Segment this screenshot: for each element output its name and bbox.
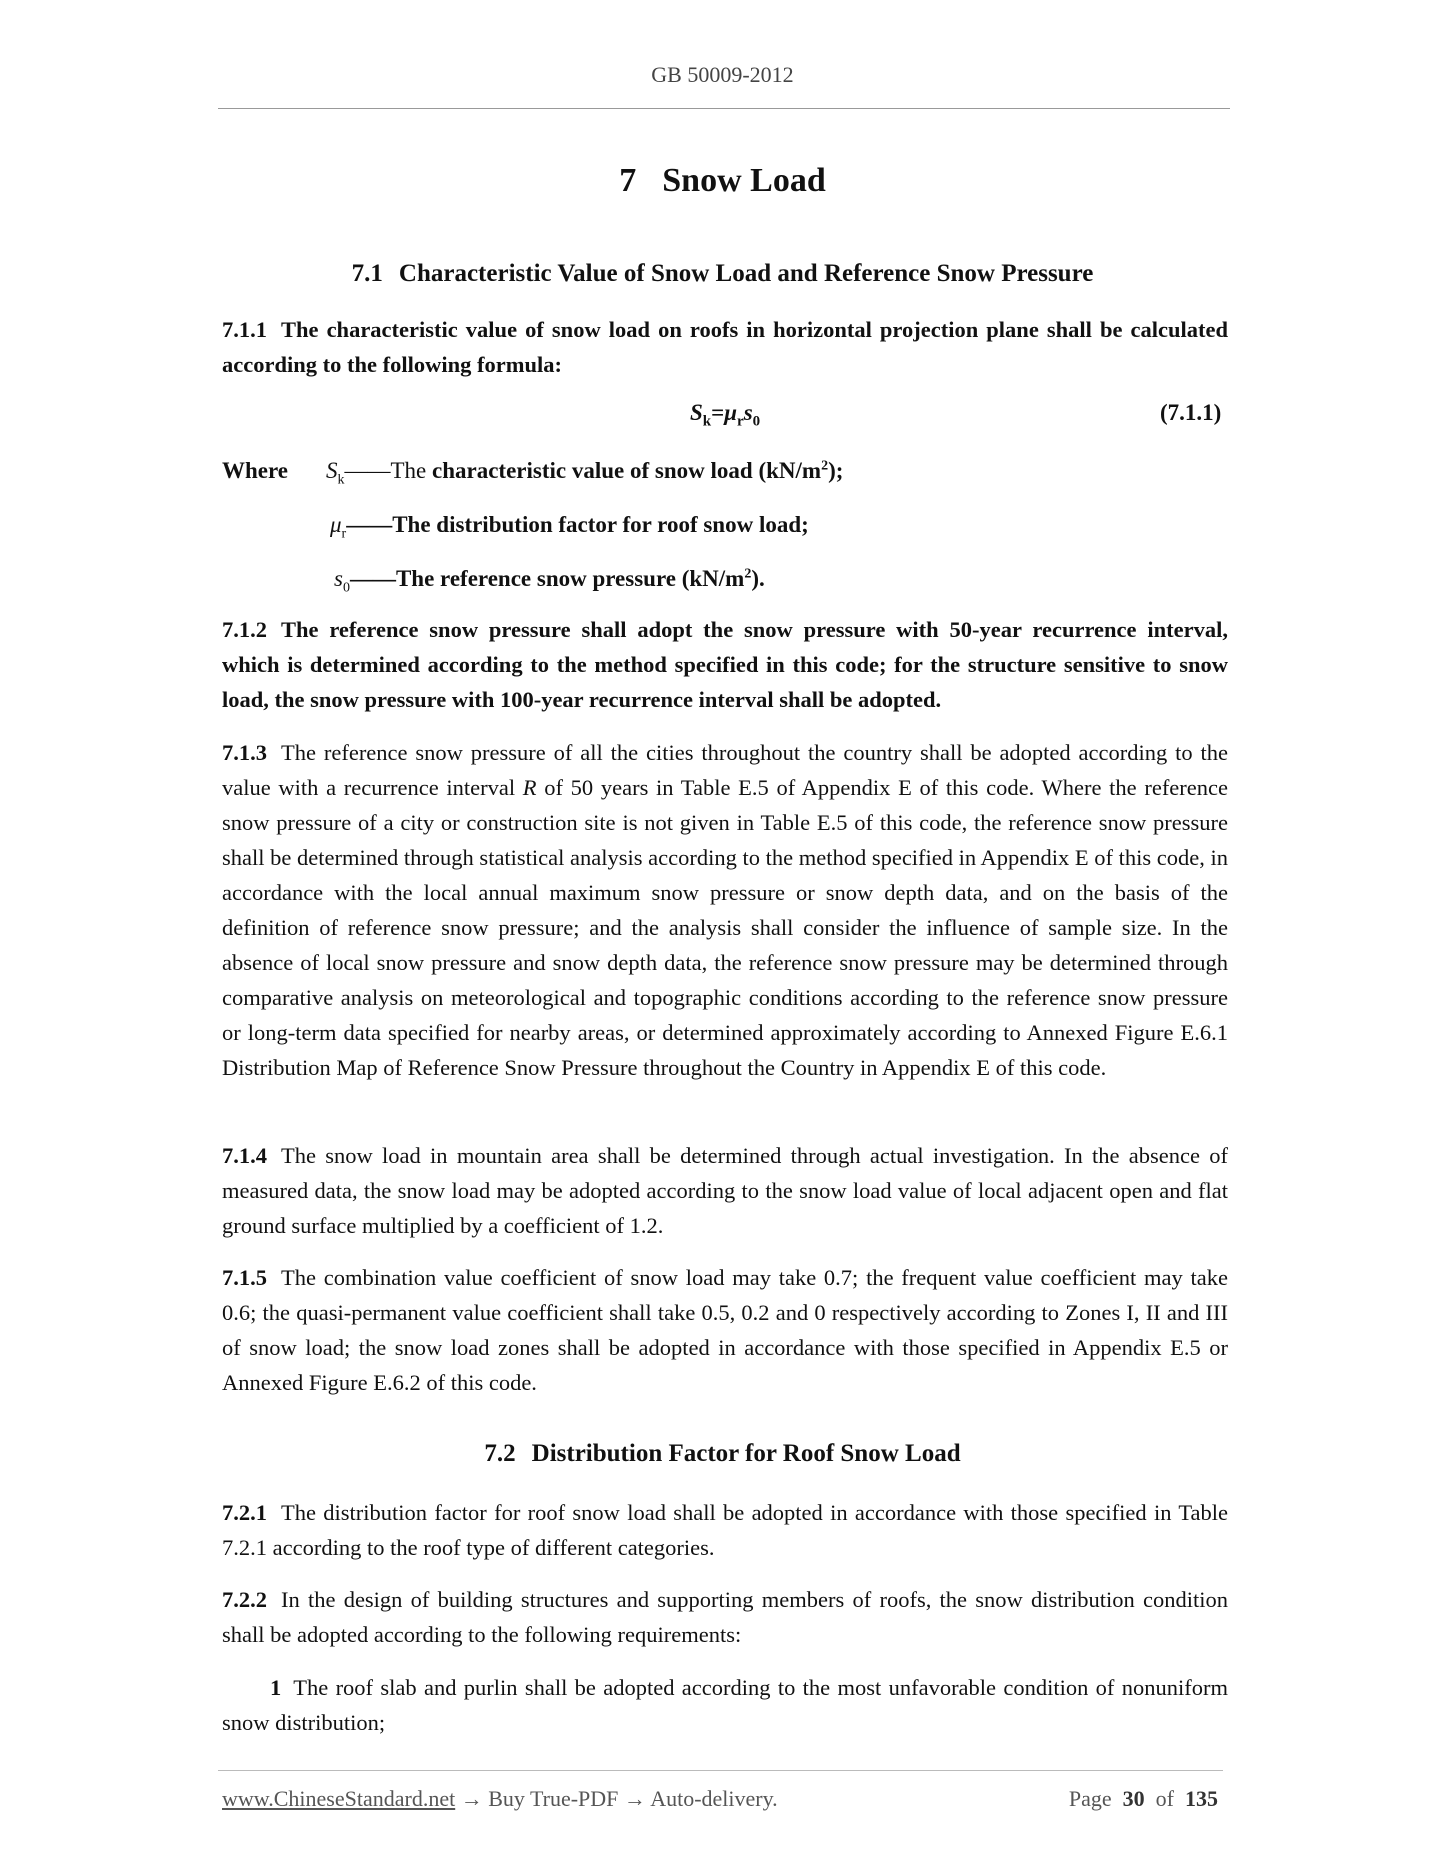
def-lead: The: [390, 458, 427, 483]
def-dash: ——: [346, 512, 393, 537]
clause-number: 7.1.5: [222, 1265, 267, 1290]
def-superscript: 2: [744, 566, 752, 582]
formula-symbol: S: [690, 400, 703, 425]
formula-number: (7.1.1): [1160, 400, 1222, 425]
clause-text: The reference snow pressure of all the cities throughout the country shall be adopted according to the value with a recurrence interval: [222, 740, 1228, 800]
clause-7-1-4: [222, 1138, 1228, 1243]
clause-text: The reference snow pressure shall adopt the snow pressure with 50-year recurrence interval, which is determined according to the method specified in this code; for the structure sensitive to snow load, the snow pressure with 100-year recurrence interval shall be adopted.: [222, 617, 1228, 712]
clause-number: 7.1.4: [222, 1143, 267, 1168]
def-text: The reference snow pressure (kN/m: [395, 566, 745, 591]
clause-7-1-1: [222, 312, 1228, 382]
formula-7-1-1: [690, 400, 760, 431]
formula-subscript: k: [702, 413, 712, 430]
def-symbol: μ: [330, 512, 342, 537]
definition-sk: [326, 458, 843, 489]
running-header: GB 50009-2012: [651, 62, 794, 87]
clause-7-2-1: [222, 1495, 1228, 1565]
page-of: of: [1155, 1786, 1174, 1811]
def-subscript: r: [341, 526, 347, 542]
section-number: 7.2: [484, 1440, 516, 1467]
def-tail: );: [828, 458, 844, 483]
site-link[interactable]: www.ChineseStandard.net: [222, 1786, 456, 1811]
def-subscript: 0: [342, 580, 350, 596]
chapter-number: 7: [619, 162, 637, 199]
footer-divider: [218, 1770, 1223, 1771]
page-total: 135: [1185, 1786, 1218, 1811]
definition-mur: [330, 512, 809, 543]
clause-text: In the design of building structures and supporting members of roofs, the snow distribution condition shall be adopted according to the following requirements:: [222, 1587, 1228, 1647]
def-dash: ——: [349, 566, 396, 591]
def-subscript: k: [337, 472, 345, 488]
clause-text: The snow load in mountain area shall be determined through actual investigation. In the absence of measured data, the snow load may be adopted according to the snow load value of local adjacent open and flat ground surface multiplied by a coefficient of 1.2.: [222, 1143, 1228, 1238]
def-symbol: S: [326, 458, 338, 483]
def-dash: ——: [344, 458, 391, 483]
clause-number: 7.1.1: [222, 317, 267, 342]
page-indicator: [1069, 1786, 1218, 1812]
clause-7-1-3: [222, 735, 1228, 1085]
section-number: 7.1: [351, 260, 383, 287]
item-text: The roof slab and purlin shall be adopted according to the most unfavorable condition of nonuniform snow distribution;: [222, 1675, 1228, 1735]
clause-7-1-5: [222, 1260, 1228, 1400]
def-text: The distribution factor for roof snow load;: [392, 512, 809, 537]
section-7-1-heading: [0, 260, 1445, 288]
definition-s0: [334, 566, 765, 597]
clause-7-2-2: [222, 1582, 1228, 1652]
clause-number: 7.1.3: [222, 740, 267, 765]
clause-text: The combination value coefficient of snow load may take 0.7; the frequent value coefficient may take 0.6; the quasi-permanent value coefficient shall take 0.5, 0.2 and 0 respectively according to Zones I, II and III of snow load; the snow load zones shall be adopted in accordance with those specified in Appendix E.5 or Annexed Figure E.6.2 of this code.: [222, 1265, 1228, 1395]
section-title: Distribution Factor for Roof Snow Load: [531, 1440, 961, 1467]
def-tail: ).: [751, 566, 765, 591]
footer-promo: → Buy True-PDF → Auto-delivery.: [455, 1786, 778, 1811]
clause-7-1-2: [222, 612, 1228, 717]
list-item-1: [222, 1670, 1228, 1740]
page-footer: [222, 1786, 1228, 1812]
clause-text: The distribution factor for roof snow load shall be adopted in accordance with those specified in Table 7.2.1 according to the roof type of different categories.: [222, 1500, 1228, 1560]
def-text: characteristic value of snow load (kN/m: [426, 458, 822, 483]
section-title: Characteristic Value of Snow Load and Reference Snow Pressure: [398, 260, 1094, 287]
formula-equals: =: [711, 400, 725, 425]
def-superscript: 2: [821, 458, 829, 474]
variable-r: R: [522, 775, 537, 800]
where-label: Where: [222, 458, 289, 483]
page-label: Page: [1068, 1786, 1112, 1811]
formula-subscript: 0: [752, 413, 761, 430]
clause-number: 7.2.2: [222, 1587, 267, 1612]
item-number: 1: [270, 1675, 282, 1700]
header-divider: [218, 108, 1230, 109]
formula-symbol: s: [743, 400, 753, 425]
clause-number: 7.1.2: [222, 617, 267, 642]
chapter-title: [0, 162, 1445, 200]
section-7-2-heading: [0, 1440, 1445, 1468]
def-symbol: s: [334, 566, 343, 591]
formula-subscript: r: [737, 413, 744, 430]
formula-symbol: μ: [724, 400, 738, 425]
clause-text: The characteristic value of snow load on roofs in horizontal projection plane shall be calculated according to the following formula:: [222, 317, 1228, 377]
clause-text-cont: of 50 years in Table E.5 of Appendix E of this code. Where the reference snow pressure of a city or construction site is not given in Table E.5 of this code, the reference snow pressure shall be determined through statistical analysis according to the method specified in Appendix E of this code, in accordance with the local annual maximum snow pressure or snow depth data, and on the basis of the definition of reference snow pressure; and the analysis shall consider the influence of sample size. In the absence of local snow pressure and snow depth data, the reference snow pressure may be determined through comparative analysis on meteorological and topographic conditions according to the reference snow pressure or long-term data specified for nearby areas, or determined approximately according to Annexed Figure E.6.1 Distribution Map of Reference Snow Pressure throughout the Country in Appendix E of this code.: [222, 775, 1229, 1080]
chapter-title-text: Snow Load: [662, 162, 826, 199]
clause-number: 7.2.1: [222, 1500, 267, 1525]
page-number: 30: [1122, 1786, 1145, 1811]
